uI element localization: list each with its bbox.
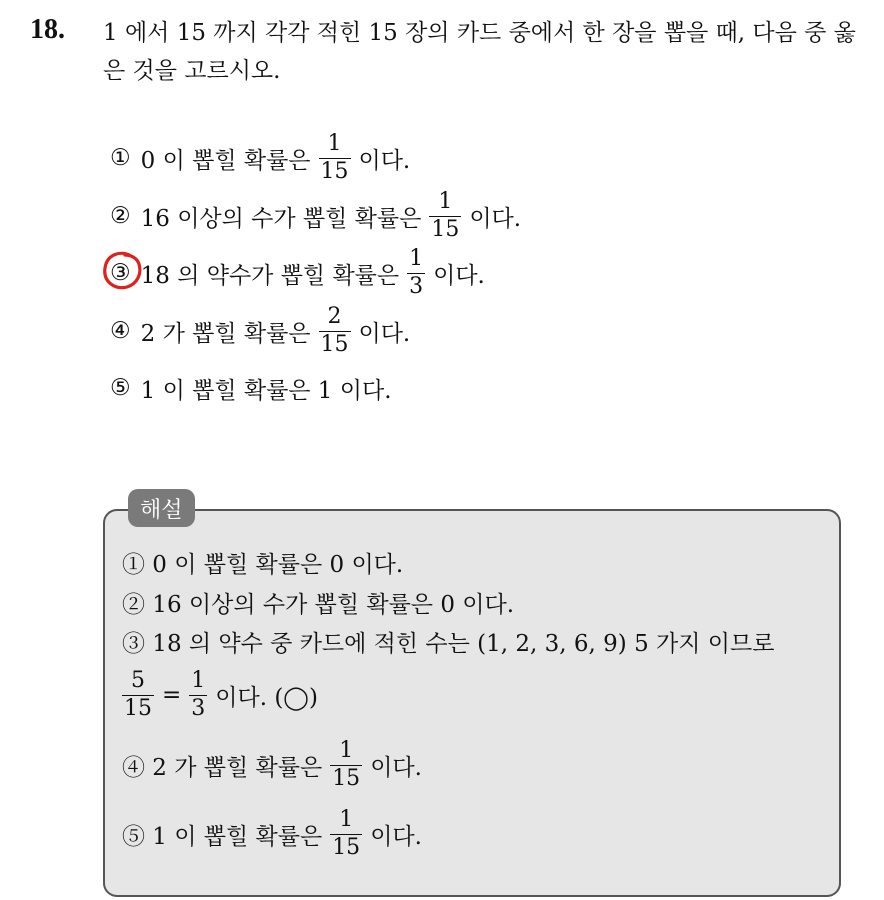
option-number: ② [110,203,131,229]
fraction-denominator: 3 [409,274,424,299]
solution-line-6 [122,804,422,864]
fraction-denominator: 15 [332,766,361,791]
option-2[interactable] [110,186,521,246]
option-suffix: 이다. [469,205,522,232]
option-text: 16 이상의 수가 뽑힐 확률은 [140,205,422,232]
option-4[interactable] [110,301,410,361]
fraction-numerator: 1 [339,738,354,763]
solution-text: ④ 2 가 뽑힐 확률은 [122,754,323,781]
fraction-denominator: 15 [124,696,152,721]
solution-suffix: 이다. [370,754,422,781]
solution-line-4 [122,665,318,725]
option-suffix: 이다. [358,147,411,174]
option-number: ③ [110,260,131,286]
option-text: 0 이 뽑힐 확률은 [140,147,311,174]
solution-line-1: ① 0 이 뽑힐 확률은 0 이다. [122,551,404,578]
fraction-numerator: 5 [131,668,145,693]
option-number: ① [110,145,131,171]
solution-label: 해설 [128,489,195,527]
option-fraction [319,132,351,184]
solution-fraction [330,808,362,860]
answer-circle-mark [101,250,145,292]
option-fraction [319,305,351,357]
option-suffix: 이다. [358,320,411,347]
equals-sign: = [162,682,182,708]
fraction-denominator: 3 [191,696,206,721]
option-text: 2 가 뽑힐 확률은 [140,320,311,347]
option-number: ⑤ [110,375,131,401]
fraction-numerator: 1 [339,807,354,832]
solution-fraction [330,739,362,791]
fraction-numerator: 1 [191,668,206,693]
solution-text: ⑤ 1 이 뽑힐 확률은 [122,823,323,850]
fraction-denominator: 15 [431,217,460,242]
question-number: 18. [30,14,65,45]
option-suffix: 이다. [433,262,485,289]
solution-line-3: ③ 18 의 약수 중 카드에 적힌 수는 (1, 2, 3, 6, 9) 5 가지 이므로 [122,630,775,657]
fraction-denominator: 15 [320,159,349,184]
fraction-numerator: 1 [409,246,424,271]
fraction-numerator: 1 [327,131,342,156]
solution-suffix: 이다. [370,823,422,850]
question-stem: 1 에서 15 까지 각각 적힌 15 장의 카드 중에서 한 장을 뽑을 때, 다음 중 옳은 것을 고르시오. [103,20,856,84]
solution-suffix: 이다. (◯) [215,684,319,711]
option-number: ④ [110,318,131,344]
option-1[interactable] [110,128,410,188]
fraction-numerator: 2 [327,304,342,329]
option-text: 18 의 약수가 뽑힐 확률은 [140,262,400,289]
solution-fraction [189,669,207,721]
fraction-numerator: 1 [438,189,453,214]
option-text: 1 이 뽑힐 확률은 1 이다. [140,377,392,404]
option-fraction [407,247,425,299]
fraction-denominator: 15 [320,332,349,357]
solution-fraction [122,669,154,721]
solution-line-2: ② 16 이상의 수가 뽑힐 확률은 0 이다. [122,591,515,618]
option-fraction [429,190,461,242]
solution-line-5 [122,735,422,795]
fraction-denominator: 15 [332,835,361,860]
option-5[interactable] [110,358,392,418]
option-3[interactable] [110,243,485,303]
